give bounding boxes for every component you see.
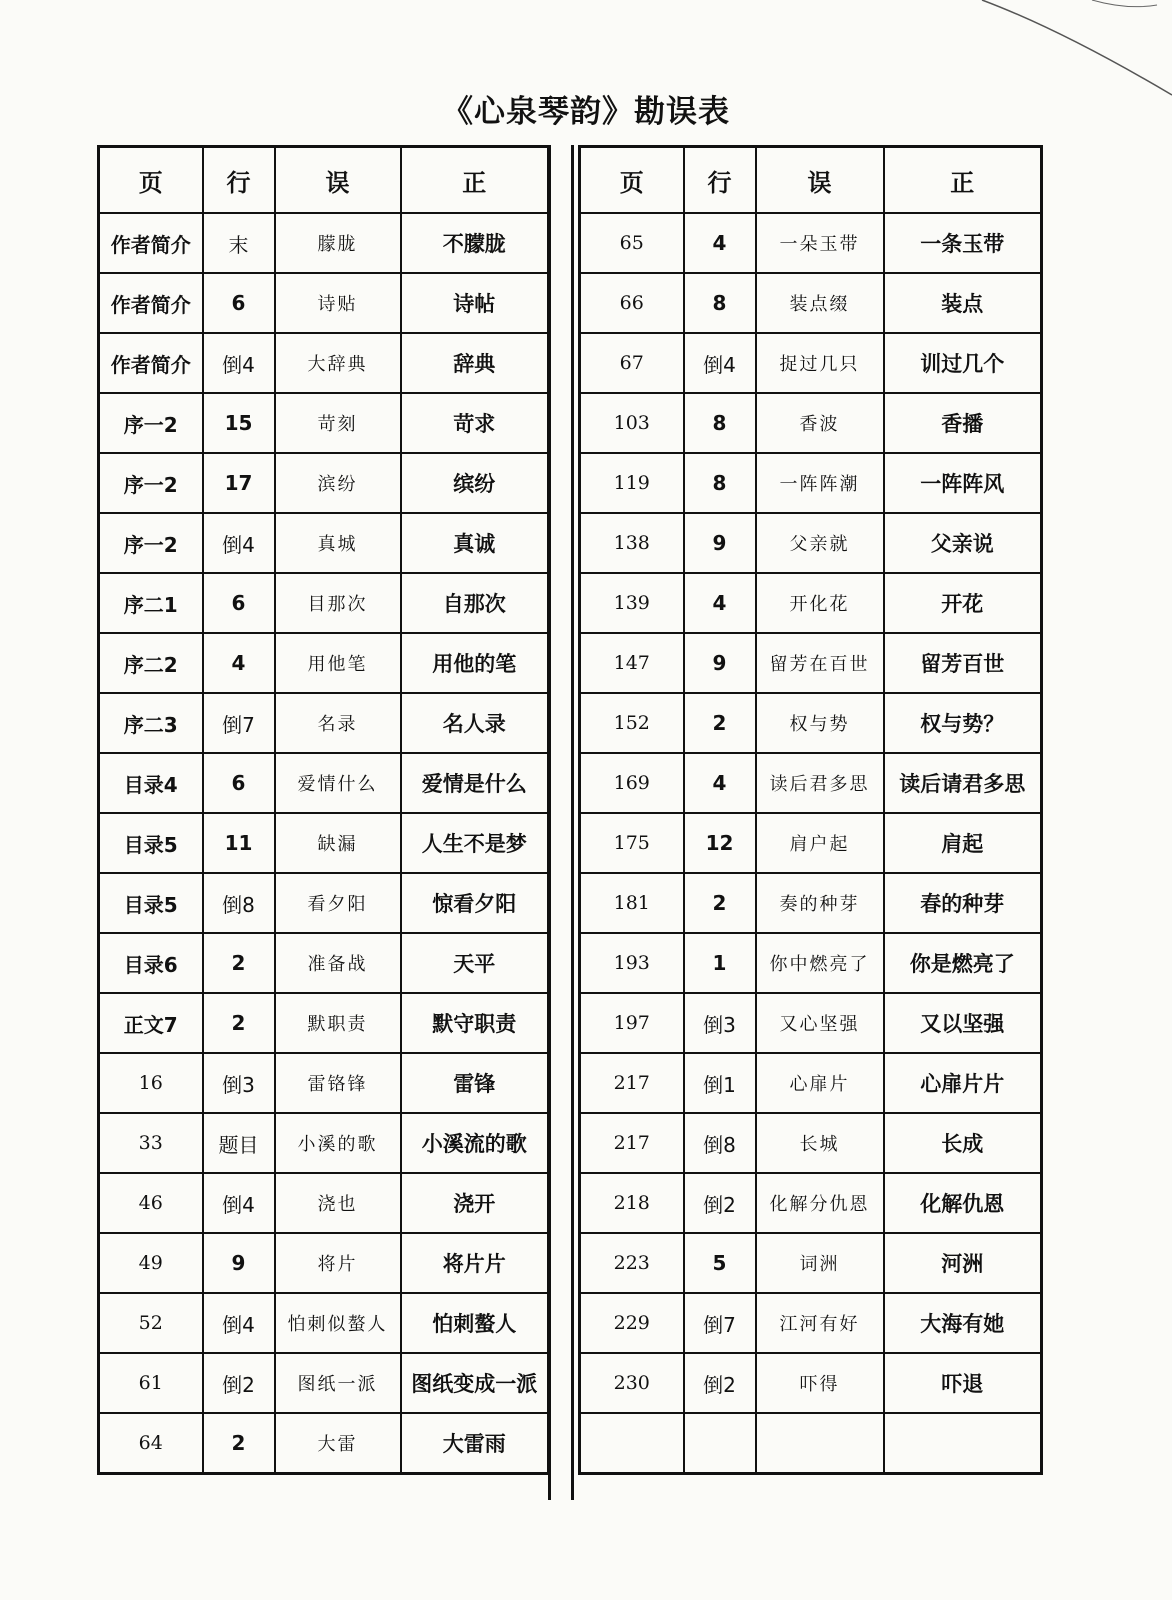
header-correct: 正	[884, 147, 1042, 214]
cell-correct: 权与势？	[884, 693, 1042, 753]
cell-wrong: 读后君多思	[756, 753, 884, 813]
table-row	[99, 453, 549, 513]
cell-wrong: 怕刺似螯人	[275, 1293, 401, 1353]
table-row	[580, 213, 1042, 273]
cell-line: 题目	[203, 1113, 275, 1173]
page-title: 《心泉琴韵》勘误表	[442, 94, 730, 130]
cell-line: 倒8	[684, 1113, 756, 1173]
cell-wrong: 又心坚强	[756, 993, 884, 1053]
cell-line: 6	[203, 273, 275, 333]
cell-correct: 心扉片片	[884, 1053, 1042, 1113]
cell-correct: 大海有她	[884, 1293, 1042, 1353]
cell-wrong: 大辞典	[275, 333, 401, 393]
cell-wrong: 真城	[275, 513, 401, 573]
cell-correct: 又以坚强	[884, 993, 1042, 1053]
table-row	[99, 1293, 549, 1353]
table-row	[99, 273, 549, 333]
cell-page: 目录6	[99, 933, 203, 993]
cell-page: 169	[580, 753, 684, 813]
cell-line: 8	[684, 393, 756, 453]
cell-line: 倒7	[203, 693, 275, 753]
cell-wrong: 爱情什么	[275, 753, 401, 813]
table-row	[99, 1053, 549, 1113]
table-row	[580, 393, 1042, 453]
cell-correct: 不朦胧	[401, 213, 549, 273]
table-row	[580, 873, 1042, 933]
table-header-row	[99, 147, 549, 214]
cell-wrong: 奏的种芽	[756, 873, 884, 933]
cell-correct: 默守职责	[401, 993, 549, 1053]
errata-table-left	[97, 145, 550, 1475]
cell-line: 倒8	[203, 873, 275, 933]
table-row	[99, 1413, 549, 1474]
cell-line: 倒1	[684, 1053, 756, 1113]
cell-line: 倒2	[684, 1173, 756, 1233]
cell-page: 目录5	[99, 873, 203, 933]
header-page: 页	[99, 147, 203, 214]
table-row	[99, 1233, 549, 1293]
cell-wrong	[756, 1413, 884, 1474]
cell-wrong: 长城	[756, 1113, 884, 1173]
cell-wrong: 开化花	[756, 573, 884, 633]
cell-line: 4	[684, 213, 756, 273]
cell-line: 9	[684, 633, 756, 693]
cell-line: 倒4	[203, 513, 275, 573]
table-row	[99, 693, 549, 753]
cell-page: 正文7	[99, 993, 203, 1053]
table-row	[580, 453, 1042, 513]
table-row	[580, 1053, 1042, 1113]
table-row	[580, 513, 1042, 573]
cell-line: 8	[684, 273, 756, 333]
cell-page: 序二2	[99, 633, 203, 693]
cell-line: 2	[203, 933, 275, 993]
table-row	[99, 573, 549, 633]
cell-line: 17	[203, 453, 275, 513]
table-row	[99, 633, 549, 693]
cell-wrong: 苛刻	[275, 393, 401, 453]
cell-correct: 小溪流的歌	[401, 1113, 549, 1173]
cell-page: 217	[580, 1113, 684, 1173]
cell-correct: 诗帖	[401, 273, 549, 333]
table-header-row	[580, 147, 1042, 214]
cell-page: 序一2	[99, 393, 203, 453]
cell-wrong: 一朵玉带	[756, 213, 884, 273]
cell-page: 230	[580, 1353, 684, 1413]
header-wrong: 误	[275, 147, 401, 214]
cell-page: 33	[99, 1113, 203, 1173]
cell-page: 目录5	[99, 813, 203, 873]
header-page: 页	[580, 147, 684, 214]
cell-correct: 爱情是什么	[401, 753, 549, 813]
cell-correct: 天平	[401, 933, 549, 993]
cell-line: 2	[684, 693, 756, 753]
cell-wrong: 捉过几只	[756, 333, 884, 393]
cell-correct: 训过几个	[884, 333, 1042, 393]
cell-correct: 怕刺螯人	[401, 1293, 549, 1353]
cell-page: 61	[99, 1353, 203, 1413]
cell-wrong: 将片	[275, 1233, 401, 1293]
cell-correct: 将片片	[401, 1233, 549, 1293]
cell-page: 218	[580, 1173, 684, 1233]
cell-line: 倒4	[203, 333, 275, 393]
cell-line: 2	[684, 873, 756, 933]
cell-page: 119	[580, 453, 684, 513]
cell-page: 65	[580, 213, 684, 273]
cell-wrong: 装点缀	[756, 273, 884, 333]
cell-page: 193	[580, 933, 684, 993]
table-row	[580, 1413, 1042, 1474]
cell-page: 作者简介	[99, 213, 203, 273]
cell-page: 67	[580, 333, 684, 393]
table-row	[580, 573, 1042, 633]
cell-page: 103	[580, 393, 684, 453]
cell-wrong: 你中燃亮了	[756, 933, 884, 993]
cell-wrong: 看夕阳	[275, 873, 401, 933]
cell-line: 15	[203, 393, 275, 453]
cell-line: 倒3	[684, 993, 756, 1053]
cell-correct: 吓退	[884, 1353, 1042, 1413]
cell-wrong: 缺漏	[275, 813, 401, 873]
cell-wrong: 一阵阵潮	[756, 453, 884, 513]
table-row	[99, 753, 549, 813]
cell-correct: 你是燃亮了	[884, 933, 1042, 993]
cell-line: 1	[684, 933, 756, 993]
cell-wrong: 香波	[756, 393, 884, 453]
cell-page: 147	[580, 633, 684, 693]
cell-correct: 河洲	[884, 1233, 1042, 1293]
cell-correct: 春的种芽	[884, 873, 1042, 933]
cell-line: 4	[684, 753, 756, 813]
cell-wrong: 大雷	[275, 1413, 401, 1474]
cell-wrong: 化解分仇恩	[756, 1173, 884, 1233]
table-row	[580, 273, 1042, 333]
cell-correct: 大雷雨	[401, 1413, 549, 1474]
cell-correct: 辞典	[401, 333, 549, 393]
cell-correct: 雷锋	[401, 1053, 549, 1113]
cell-page	[580, 1413, 684, 1474]
cell-correct: 人生不是梦	[401, 813, 549, 873]
cell-line: 8	[684, 453, 756, 513]
cell-correct: 读后请君多思	[884, 753, 1042, 813]
cell-page: 序二1	[99, 573, 203, 633]
cell-wrong: 父亲就	[756, 513, 884, 573]
cell-correct: 缤纷	[401, 453, 549, 513]
cell-correct: 开花	[884, 573, 1042, 633]
cell-line: 5	[684, 1233, 756, 1293]
cell-correct: 肩起	[884, 813, 1042, 873]
cell-page: 49	[99, 1233, 203, 1293]
table-row	[580, 993, 1042, 1053]
cell-page: 217	[580, 1053, 684, 1113]
cell-wrong: 留芳在百世	[756, 633, 884, 693]
cell-page: 46	[99, 1173, 203, 1233]
table-row	[99, 393, 549, 453]
cell-wrong: 用他笔	[275, 633, 401, 693]
cell-line: 11	[203, 813, 275, 873]
cell-page: 66	[580, 273, 684, 333]
cell-page: 64	[99, 1413, 203, 1474]
cell-wrong: 权与势	[756, 693, 884, 753]
cell-line: 4	[684, 573, 756, 633]
cell-wrong: 雷铬锋	[275, 1053, 401, 1113]
cell-page: 序二3	[99, 693, 203, 753]
cell-line: 倒2	[684, 1353, 756, 1413]
cell-wrong: 目那次	[275, 573, 401, 633]
cell-correct: 装点	[884, 273, 1042, 333]
table-row	[580, 633, 1042, 693]
cell-wrong: 小溪的歌	[275, 1113, 401, 1173]
table-row	[99, 1113, 549, 1173]
table-row	[99, 1173, 549, 1233]
cell-wrong: 滨纷	[275, 453, 401, 513]
table-row	[99, 513, 549, 573]
cell-line: 倒2	[203, 1353, 275, 1413]
cell-line: 9	[684, 513, 756, 573]
cell-page: 175	[580, 813, 684, 873]
cell-wrong: 名录	[275, 693, 401, 753]
cell-page: 181	[580, 873, 684, 933]
header-correct: 正	[401, 147, 549, 214]
table-row	[99, 873, 549, 933]
cell-correct: 长成	[884, 1113, 1042, 1173]
header-line: 行	[203, 147, 275, 214]
cell-page: 223	[580, 1233, 684, 1293]
cell-wrong: 图纸一派	[275, 1353, 401, 1413]
header-wrong: 误	[756, 147, 884, 214]
cell-correct: 一条玉带	[884, 213, 1042, 273]
table-row	[99, 1353, 549, 1413]
cell-line: 倒3	[203, 1053, 275, 1113]
cell-correct: 名人录	[401, 693, 549, 753]
cell-line: 倒4	[203, 1293, 275, 1353]
column-divider	[548, 145, 574, 1500]
cell-correct: 香播	[884, 393, 1042, 453]
cell-page: 作者简介	[99, 273, 203, 333]
cell-wrong: 词洲	[756, 1233, 884, 1293]
table-row	[580, 753, 1042, 813]
cell-line: 倒4	[684, 333, 756, 393]
cell-correct: 自那次	[401, 573, 549, 633]
cell-correct: 浇开	[401, 1173, 549, 1233]
cell-wrong: 吓得	[756, 1353, 884, 1413]
cell-wrong: 朦胧	[275, 213, 401, 273]
cell-page: 152	[580, 693, 684, 753]
corner-scribble	[942, 0, 1172, 100]
cell-page: 52	[99, 1293, 203, 1353]
cell-line: 4	[203, 633, 275, 693]
table-row	[580, 933, 1042, 993]
cell-correct: 父亲说	[884, 513, 1042, 573]
cell-correct: 惊看夕阳	[401, 873, 549, 933]
cell-page: 作者简介	[99, 333, 203, 393]
cell-wrong: 江河有好	[756, 1293, 884, 1353]
table-row	[99, 813, 549, 873]
table-row	[580, 1113, 1042, 1173]
cell-correct: 留芳百世	[884, 633, 1042, 693]
cell-line: 6	[203, 753, 275, 813]
cell-line: 6	[203, 573, 275, 633]
cell-page: 16	[99, 1053, 203, 1113]
cell-line: 倒7	[684, 1293, 756, 1353]
errata-table-right	[578, 145, 1043, 1475]
cell-correct: 用他的笔	[401, 633, 549, 693]
cell-correct: 一阵阵风	[884, 453, 1042, 513]
table-row	[99, 213, 549, 273]
cell-page: 序一2	[99, 513, 203, 573]
table-row	[580, 1233, 1042, 1293]
table-row	[580, 1173, 1042, 1233]
cell-line	[684, 1413, 756, 1474]
cell-page: 138	[580, 513, 684, 573]
cell-line: 倒4	[203, 1173, 275, 1233]
cell-correct: 真诚	[401, 513, 549, 573]
cell-line: 2	[203, 993, 275, 1053]
cell-line: 12	[684, 813, 756, 873]
cell-correct	[884, 1413, 1042, 1474]
cell-page: 序一2	[99, 453, 203, 513]
cell-page: 139	[580, 573, 684, 633]
cell-line: 末	[203, 213, 275, 273]
table-row	[99, 933, 549, 993]
cell-wrong: 肩户起	[756, 813, 884, 873]
cell-line: 2	[203, 1413, 275, 1474]
cell-wrong: 诗贴	[275, 273, 401, 333]
table-row	[580, 813, 1042, 873]
table-row	[580, 1353, 1042, 1413]
cell-page: 目录4	[99, 753, 203, 813]
cell-correct: 化解仇恩	[884, 1173, 1042, 1233]
cell-line: 9	[203, 1233, 275, 1293]
cell-correct: 苛求	[401, 393, 549, 453]
cell-wrong: 默职责	[275, 993, 401, 1053]
cell-correct: 图纸变成一派	[401, 1353, 549, 1413]
table-row	[580, 1293, 1042, 1353]
cell-wrong: 浇也	[275, 1173, 401, 1233]
header-line: 行	[684, 147, 756, 214]
cell-page: 229	[580, 1293, 684, 1353]
table-row	[580, 333, 1042, 393]
cell-wrong: 准备战	[275, 933, 401, 993]
table-row	[99, 333, 549, 393]
cell-page: 197	[580, 993, 684, 1053]
table-row	[99, 993, 549, 1053]
table-row	[580, 693, 1042, 753]
cell-wrong: 心扉片	[756, 1053, 884, 1113]
